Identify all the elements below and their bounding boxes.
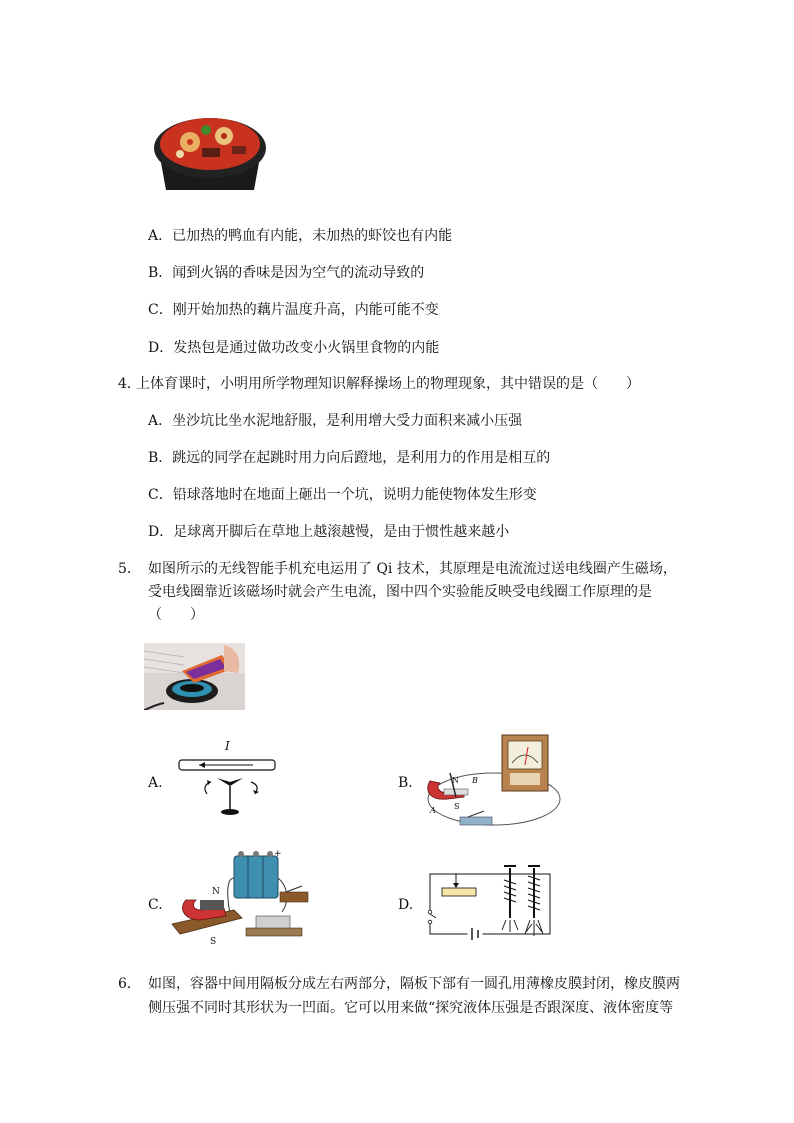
q4-option-b: B．跳远的同学在起跳时用力向后蹬地，是利用力的作用是相互的: [148, 450, 551, 466]
label-plus: +: [274, 849, 282, 859]
figure-a-oersted-experiment: [175, 738, 280, 820]
fig-b-label: B.: [398, 775, 413, 791]
q3-option-b: B．闻到火锅的香味是因为空气的流动导致的: [148, 265, 425, 281]
q5-number: 5．: [118, 561, 141, 577]
q3-option-a: A．已加热的鸭血有内能，未加热的虾饺也有内能: [148, 228, 453, 244]
q4-option-d: D．足球离开脚后在草地上越滚越慢，是由于惯性越来越小: [148, 524, 510, 540]
hotpot-image: [150, 106, 268, 192]
figure-d-electromagnet-circuit: [420, 858, 560, 942]
label-a: A: [430, 806, 436, 815]
label-b: B: [472, 776, 478, 785]
q4-stem: 上体育课时，小明用所学物理知识解释操场上的物理现象，其中错误的是（ ）: [136, 376, 640, 392]
fig-a-label: A.: [148, 775, 163, 791]
q4-option-a: A．坐沙坑比坐水泥地舒服，是利用增大受力面积来减小压强: [148, 413, 523, 429]
fig-d-label: D.: [398, 897, 414, 913]
fig-c-label: C.: [148, 897, 163, 913]
q4-number: 4．: [118, 376, 141, 392]
label-n: N: [452, 776, 459, 785]
q3-option-c: C．刚开始加热的藕片温度升高，内能可能不变: [148, 302, 439, 318]
current-label: I: [225, 739, 230, 753]
q4-option-c: C．铅球落地时在地面上砸出一个坑，说明力能使物体发生形变: [148, 487, 537, 503]
q5-stem-line-3: （ ）: [148, 607, 204, 623]
q6-stem-line-1: 如图，容器中间用隔板分成左右两部分，隔板下部有一圆孔用薄橡皮膜封闭，橡皮膜两: [148, 976, 680, 992]
q3-option-d: D．发热包是通过做功改变小火锅里食物的内能: [148, 340, 440, 356]
figure-c-motor-experiment: [170, 848, 320, 948]
label-s: S: [210, 937, 217, 947]
wireless-charger-photo: [144, 643, 245, 710]
label-n: N: [212, 887, 220, 897]
q6-number: 6．: [118, 976, 141, 992]
label-s: S: [454, 802, 460, 811]
q5-stem-line-2: 受电线圈靠近该磁场时就会产生电流，图中四个实验能反映受电线圈工作原理的是: [148, 584, 652, 600]
figure-b-induction-galvanometer: [424, 733, 574, 833]
q6-stem-line-2: 侧压强不同时其形状为一凹面。它可以用来做“探究液体压强是否跟深度、液体密度等: [148, 1000, 674, 1016]
q5-stem-line-1: 如图所示的无线智能手机充电运用了 Qi 技术，其原理是电流流过送电线圈产生磁场，: [148, 561, 677, 577]
